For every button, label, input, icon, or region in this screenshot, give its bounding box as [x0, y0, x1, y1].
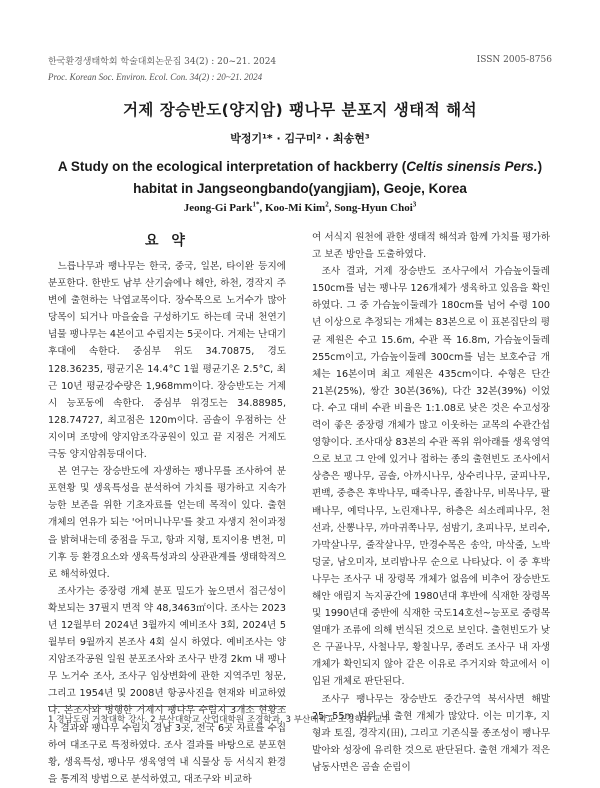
footnote-divider — [48, 706, 286, 707]
journal-citation-ko: 한국환경생태학회 학술대회논문집 34(2) : 20~21. 2024 — [48, 57, 277, 67]
authors-english: Jeong-Gi Park$^{1*}$, Koo-Mi Kim$^2$, Song-Hyun Choi$^3$ — [183, 200, 417, 214]
paragraph: 느릅나무과 팽나무는 한국, 중국, 일본, 타이완 등지에 분포한다. 한반도 남부 산기슭에나 해안, 하천, 경작지 주변에 출현하는 낙엽교목이다. 장수목으로 노거수가 많아 당목이 되거나 마을숲을 구성하기도 하는데 국내 천연기념물 팽나무는 4본이고 수림지는 5곳이다. 거제는 난대기후대에 속한다. 중심부 위도 34.70875, 경도 128.36235, 평균기온 14.4°C 1월 평균기온 2.5°C, 최근 10년 평균강수량은 1,968mm이다. 장승반도는 거제시 능포동에 속한다. 중심부 위경도는 34.88985, 128.74727, 최고점은 120m이다. 곰솔이 우점하는 산지이며 조망에 양지암조각공원이 있고 끝 지점은 거제도 극동 양지암취등대이다. — [48, 261, 286, 461]
paragraph: 조사가는 중장령 개체 분포 밀도가 높으면서 접근성이 확보되는 37필지 면적 약 48,3463㎡이다. 조사는 2023년 12월부터 2024년 3월까지 예비조사 3회, 2024년 5월부터 9월까지 본조사 4회 실시 하였다. 예비조사는 양지암조각공원 일원 분포조사와 조사구 반경 2km 내 팽나무 노거수 조사, 조사구 임상변화에 관한 지역주민 청문, 그리고 1954년 및 2008년 항공사진을 현재와 비교하였다. 본조사와 병행한 거제시 팽나무 수림지 3개소 현황조사 결과와 팽나무 수림지 경남 3곳, 전국 6곳 자료를 수집하여 대조구로 특정하였다. 조사 결과를 바탕으로 분포현황, 생육특성, 팽나무 생육영역 내 식물상 등 서식지 환경을 통계적 방법으로 분석하였고, 대조구와 비교하 — [48, 585, 286, 785]
paragraph: 여 서식지 원천에 관한 생태적 해석과 함께 가치를 평가하고 보존 방안을 도출하였다. — [312, 232, 550, 261]
author-3-mark: 3 — [412, 200, 417, 209]
paragraph: 본 연구는 장승반도에 자생하는 팽나무를 조사하여 분포현황 및 생육특성을 분석하여 가치를 평가하고 지속가능한 보존을 위한 기초자료를 얻는데 목적이 있다. 출현 개체의 연유가 되는 '어머니나무'를 찾고 자생지 천이과정을 밝혀내는데 중점을 두고, 항과 지형, 토지이용 변천, 미기후 등 환경요소와 생육특성과의 상관관계를 생태학적으로 해석하였다. — [48, 466, 286, 580]
author-1: Jeong-Gi Park — [183, 202, 253, 214]
title-english — [40, 156, 560, 200]
title-en-part2: ) habitat in Jangseongbando(yangjiam), Geoje, Korea — [133, 159, 543, 196]
paragraph: 조사 결과, 거제 장승반도 조사구에서 가슴높이둘레 150cm를 넘는 팽나무 126개체가 생육하고 있음을 확인하였다. 그 중 가슴높이둘레가 180cm를 넘어 수령 100년 이상으로 추정되는 개체는 83본으로 이 표본집단의 평균 제원은 수고 15.6m, 수관 폭 16.8m, 가슴높이둘레 255cm이고, 가슴높이둘레 300cm를 넘는 보호수급 개체는 16본이며 최고 제원은 435cm이다. 수형은 단간 21본(25%), 쌍간 30본(36%), 다간 32본(39%) 이었다. 수고 대비 수관 비율은 1:1.08로 낮은 것은 수고성장력이 좋은 중장령 개체가 많고 이웃하는 교목의 수관간섭 영향이다. 조사대상 83본의 수관 폭위 위아래를 생육영역으로 보고 그 안에 있거나 접하는 종의 출현빈도 조사에서 상층은 팽나무, 곰솔, 아까시나무, 상수리나무, 굴피나무, 편백, 중층은 후박나무, 때죽나무, 졸참나무, 비목나무, 팔배나무, 예덕나무, 노린재나무, 하층은 쇠소레피나무, 천선과, 산뽕나무, 까마귀쪽나무, 섬밤기, 초피나무, 보리수, 가막살나무, 줄작살나무, 만경수목은 송악, 마삭줄, 노박덩굴, 남오미자, 보리밥나무 순으로 나타났다. 이 중 후박나무는 조사구 내 장령목 개체가 없음에 비추어 장승반도 해안 애림지 녹지공간에 1980년대 후반에 식재한 장령목 및 1990년대 중반에 식재한 국도14호선~능포로 중령목 열매가 조류에 의해 번식된 것으로 보인다. 출현빈도가 낮은 구골나무, 사철나무, 황칠나무, 종려도 조사구 내 자생 개체가 확인되지 않아 같은 이유로 주거지와 학교에서 이입된 개체로 판단된다. — [312, 266, 550, 688]
affiliation-footnote: 1 경남도립 거창대학 강사, 2 부산대학교 산업대학원 조경학과, 3 부산대학교 조경학과 교수 — [48, 715, 391, 725]
author-2-mark: 2 — [325, 200, 329, 209]
title-korean: 거제 장승반도(양지암) 팽나무 분포지 생태적 해석 — [122, 101, 478, 119]
left-column — [48, 258, 286, 788]
author-3: Song-Hyun Choi — [334, 202, 413, 214]
title-en-part1: A Study on the ecological interpretation of hackberry ( — [57, 159, 407, 174]
species-name: Celtis sinensis Pers. — [406, 159, 538, 174]
paragraph: 조사구 팽나무는 장승반도 중간구역 북서사면 해발 25~55m 범위 내 출현 개체가 많았다. 이는 미기후, 지형과 토질, 경작지(田), 그리고 기존식물 종조성이 팽나무 발아와 성장에 유리한 것으로 판단된다. 출현 개체가 적은 남동사면은 곰솔 순림이 — [312, 693, 550, 773]
issn: ISSN 2005-8756 — [476, 55, 552, 65]
author-1-mark: 1* — [252, 200, 260, 209]
journal-header — [48, 55, 276, 85]
right-column — [312, 229, 550, 776]
journal-citation-en: Proc. Korean Soc. Environ. Ecol. Con. 34(2) : 20~21. 2024 — [48, 72, 263, 82]
abstract-heading: 요 약 — [145, 233, 189, 249]
author-2: Koo-Mi Kim — [265, 202, 326, 214]
authors-korean: 박정기¹* · 김구미² · 최송현³ — [230, 132, 370, 145]
